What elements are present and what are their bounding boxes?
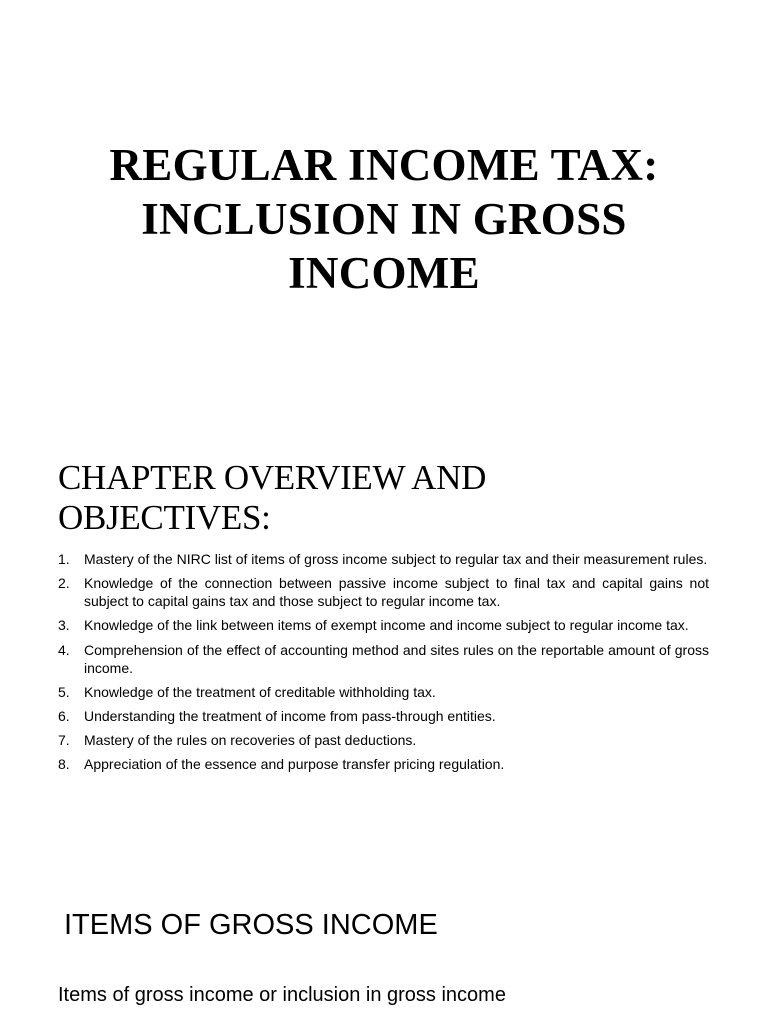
objective-text: Mastery of the NIRC list of items of gross income subject to regular tax and their measurement rules.	[84, 551, 708, 567]
objective-item	[58, 574, 709, 610]
chapter-overview-heading-line-2: OBJECTIVES:	[58, 498, 271, 537]
objective-number: 5.	[58, 683, 70, 700]
objective-item	[58, 550, 709, 568]
objective-item	[58, 683, 709, 701]
objective-number: 2.	[58, 575, 70, 592]
objective-text: Knowledge of the connection between passive income subject to final tax and capital gains not subject to capital gains tax and those subject to regular income tax.	[84, 575, 709, 610]
page-title-line-2: INCLUSION IN GROSS	[141, 194, 627, 244]
objective-item	[58, 731, 709, 749]
objective-text: Comprehension of the effect of accounting method and sites rules on the reportable amount of gross income.	[84, 641, 709, 676]
objective-item	[58, 707, 709, 725]
objective-text: Mastery of the rules on recoveries of past deductions.	[84, 732, 417, 749]
objective-number: 3.	[58, 617, 70, 634]
items-of-gross-income-body: Items of gross income or inclusion in gross income	[58, 984, 506, 1006]
objective-item	[58, 641, 709, 677]
objective-item	[58, 616, 709, 634]
objective-text: Knowledge of the link between items of exempt income and income subject to regular income tax.	[84, 617, 689, 634]
items-of-gross-income-heading: ITEMS OF GROSS INCOME	[64, 909, 438, 941]
objective-text: Knowledge of the treatment of creditable withholding tax.	[84, 683, 436, 700]
page-title-line-3: INCOME	[288, 248, 480, 298]
objective-text: Appreciation of the essence and purpose transfer pricing regulation.	[84, 756, 505, 773]
objective-number: 6.	[58, 707, 70, 724]
page-title	[60, 138, 708, 300]
page-title-line-1: REGULAR INCOME TAX:	[109, 140, 659, 190]
objective-number: 7.	[58, 732, 70, 749]
objective-number: 8.	[58, 756, 70, 773]
objectives-list	[58, 550, 709, 780]
objective-number: 1.	[58, 551, 70, 567]
objective-item	[58, 755, 709, 773]
objective-number: 4.	[58, 641, 70, 658]
objective-text: Understanding the treatment of income from pass-through entities.	[84, 707, 496, 724]
chapter-overview-heading	[58, 458, 718, 538]
chapter-overview-heading-line-1: CHAPTER OVERVIEW AND	[58, 458, 487, 497]
